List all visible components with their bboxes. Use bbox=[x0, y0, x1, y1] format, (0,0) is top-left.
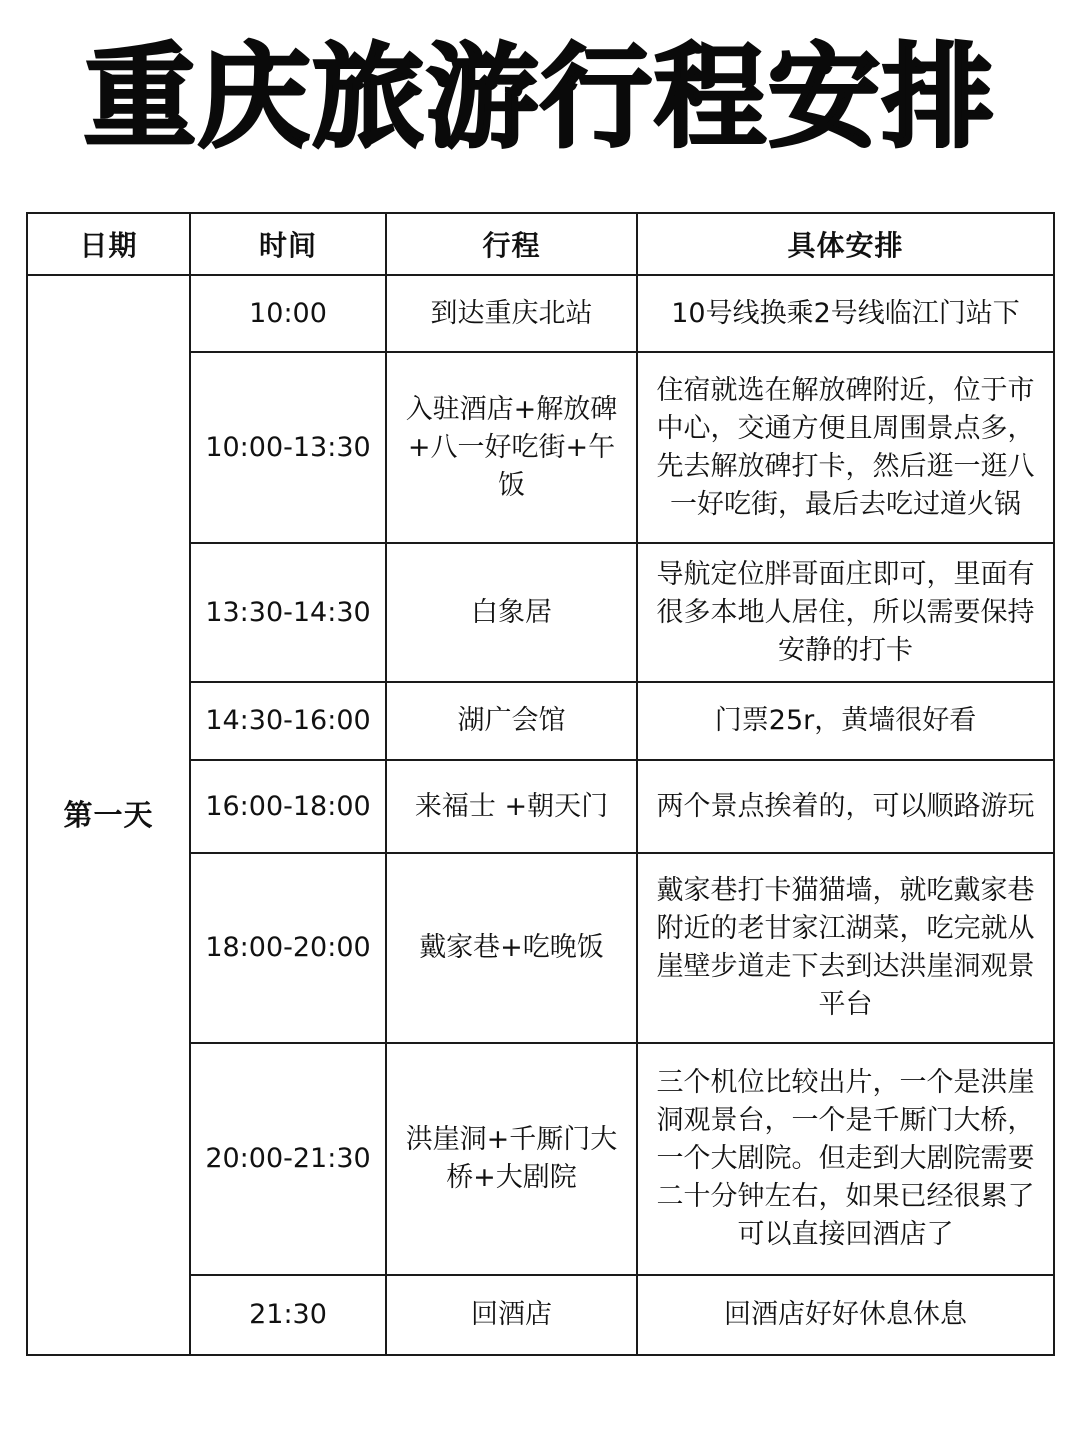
time-cell: 14:30-16:00 bbox=[190, 682, 386, 760]
time-cell: 18:00-20:00 bbox=[190, 853, 386, 1043]
itinerary-cell: 到达重庆北站 bbox=[386, 275, 637, 352]
time-cell: 20:00-21:30 bbox=[190, 1043, 386, 1275]
itinerary-cell: 回酒店 bbox=[386, 1275, 637, 1355]
details-cell: 戴家巷打卡猫猫墙，就吃戴家巷附近的老甘家江湖菜，吃完就从崖壁步道走下去到达洪崖洞观景平台 bbox=[637, 853, 1054, 1043]
time-cell: 16:00-18:00 bbox=[190, 760, 386, 853]
itinerary-cell: 戴家巷+吃晚饭 bbox=[386, 853, 637, 1043]
header-time: 时间 bbox=[190, 213, 386, 275]
details-cell: 10号线换乘2号线临江门站下 bbox=[637, 275, 1054, 352]
itinerary-cell: 洪崖洞+千厮门大桥+大剧院 bbox=[386, 1043, 637, 1275]
details-cell: 三个机位比较出片，一个是洪崖洞观景台，一个是千厮门大桥，一个大剧院。但走到大剧院需要二十分钟左右，如果已经很累了可以直接回酒店了 bbox=[637, 1043, 1054, 1275]
table-header-row bbox=[27, 213, 1054, 275]
itinerary-cell: 白象居 bbox=[386, 543, 637, 682]
details-cell: 两个景点挨着的，可以顺路游玩 bbox=[637, 760, 1054, 853]
details-cell: 住宿就选在解放碑附近，位于市中心，交通方便且周围景点多，先去解放碑打卡，然后逛一逛八一好吃街，最后去吃过道火锅 bbox=[637, 352, 1054, 543]
header-details: 具体安排 bbox=[637, 213, 1054, 275]
header-itinerary: 行程 bbox=[386, 213, 637, 275]
page-title: 重庆旅游行程安排 bbox=[84, 33, 996, 163]
itinerary-table bbox=[26, 212, 1055, 1356]
day-cell: 第一天 bbox=[27, 275, 190, 1355]
itinerary-cell: 湖广会馆 bbox=[386, 682, 637, 760]
table-row bbox=[27, 275, 1054, 352]
header-date: 日期 bbox=[27, 213, 190, 275]
time-cell: 10:00-13:30 bbox=[190, 352, 386, 543]
details-cell: 门票25r，黄墙很好看 bbox=[637, 682, 1054, 760]
itinerary-cell: 入驻酒店+解放碑+八一好吃街+午饭 bbox=[386, 352, 637, 543]
itinerary-cell: 来福士 +朝天门 bbox=[386, 760, 637, 853]
time-cell: 10:00 bbox=[190, 275, 386, 352]
details-cell: 导航定位胖哥面庄即可，里面有很多本地人居住，所以需要保持安静的打卡 bbox=[637, 543, 1054, 682]
time-cell: 13:30-14:30 bbox=[190, 543, 386, 682]
details-cell: 回酒店好好休息休息 bbox=[637, 1275, 1054, 1355]
time-cell: 21:30 bbox=[190, 1275, 386, 1355]
